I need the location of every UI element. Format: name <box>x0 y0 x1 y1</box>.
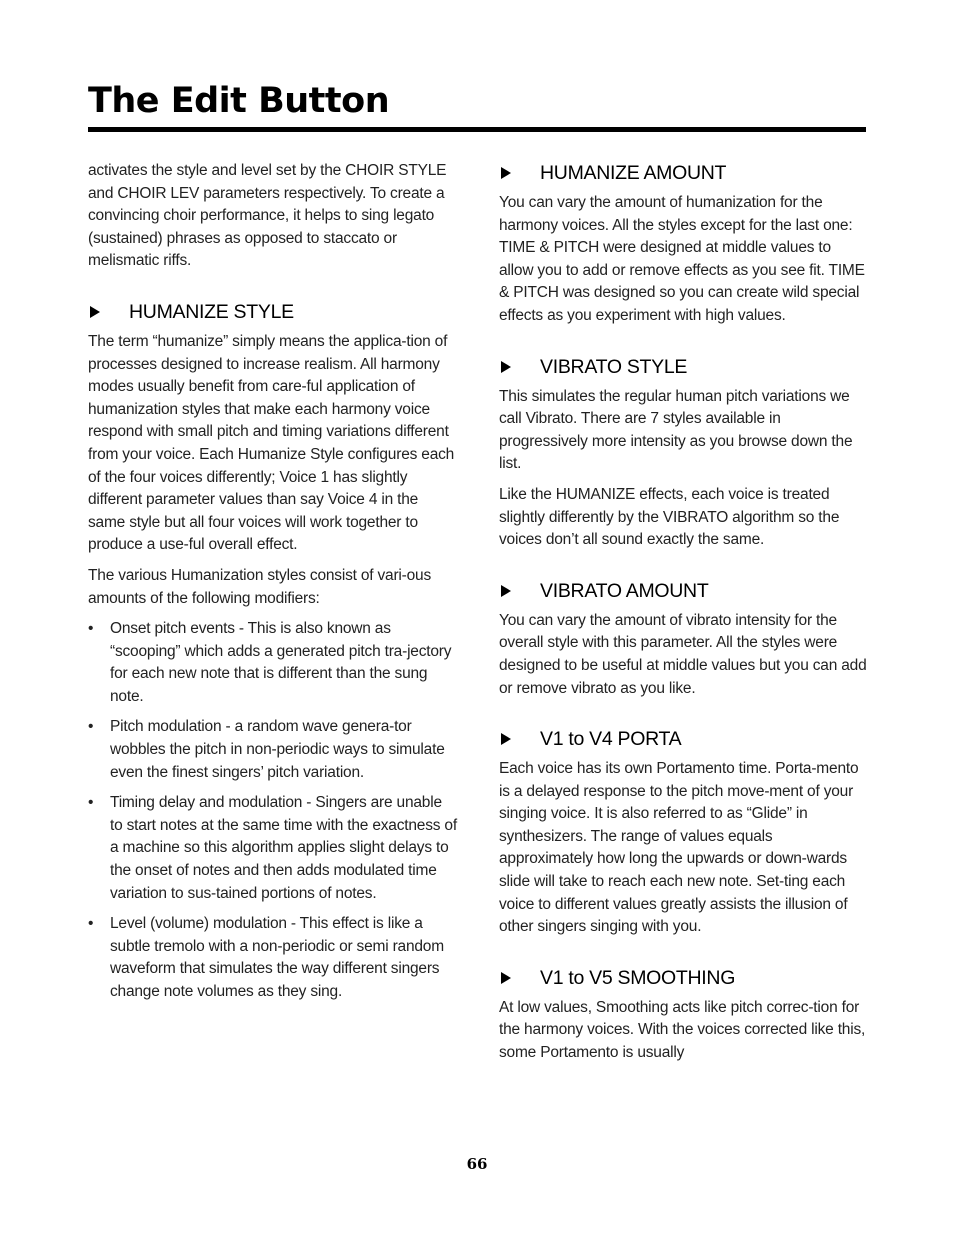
humanize-amount-heading <box>499 160 869 186</box>
list-item <box>88 792 458 905</box>
bullet-icon: • <box>88 718 94 736</box>
triangle-arrow-icon <box>501 585 511 597</box>
vibrato-amount-heading <box>499 578 869 604</box>
section-heading-label: V1 to V5 SMOOTHING <box>540 966 736 989</box>
triangle-arrow-icon <box>90 306 100 318</box>
vibrato-style-paragraph: Like the HUMANIZE effects, each voice is treated slightly differently by the VIBRATO algorithm so the voices don’t all sound exactly the same. <box>499 485 840 549</box>
section-heading-label: HUMANIZE STYLE <box>129 300 294 323</box>
bullet-icon: • <box>88 915 94 933</box>
humanize-style-paragraph: The term “humanize” simply means the applica-tion of processes designed to increase realism. All harmony modes usually benefit from care-ful application of humanization styles that make each harmony voice respond with small pitch and timing variations different from your voice. Each Humanize Style configures each of the four voices differently; Voice 1 has slightly different parameter values than say Voice 4 in the same style but all four voices will work together to produce a use-ful overall effect. <box>88 332 455 554</box>
intro-paragraph: activates the style and level set by the CHOIR STYLE and CHOIR LEV parameters respectively. To create a convincing choir performance, it helps to sing legato (sustained) phrases as opposed to staccato or melismatic riffs. <box>88 162 447 270</box>
section-heading-label: VIBRATO AMOUNT <box>540 579 709 602</box>
page-number: 66 <box>466 1155 488 1173</box>
vibrato-amount-paragraph: You can vary the amount of vibrato intensity for the overall style with this parameter. All the styles were designed to be useful at middle values but you can add or remove vibrato as you like. <box>499 611 867 697</box>
left-column <box>88 160 458 1012</box>
list-item <box>88 913 458 1003</box>
humanize-amount-paragraph: You can vary the amount of humanization for the harmony voices. All the styles except for the last one: TIME & PITCH were designed at middle values to allow you to add or remove effects as you see fit. TIME & PITCH was designed so you can create wild special effects as you experiment with high values. <box>499 194 865 324</box>
v1-v5-smoothing-heading <box>499 965 869 991</box>
section-heading-label: V1 to V4 PORTA <box>540 728 682 751</box>
list-item-text: Onset pitch events - This is also known as “scooping” which adds a generated pitch tra-jectory for each new note that is different than the sung note. <box>110 620 452 705</box>
section-heading-label: VIBRATO STYLE <box>540 355 688 378</box>
list-item <box>88 716 458 784</box>
humanize-style-heading <box>88 299 458 325</box>
triangle-arrow-icon <box>501 733 511 745</box>
page-title: The Edit Button <box>88 81 390 121</box>
list-item-text: Timing delay and modulation - Singers are unable to start notes at the same time with the exactness of a machine so this algorithm applies slight delays to the onset of notes and then adds modulated time variation to sus-tained portions of notes. <box>110 794 457 902</box>
v1-v5-smoothing-paragraph: At low values, Smoothing acts like pitch correc-tion for the harmony voices. With the voices corrected like this, some Portamento is usually <box>499 998 866 1062</box>
list-item-text: Pitch modulation - a random wave genera-tor wobbles the pitch in non-periodic ways to simulate even the finest singers’ pitch variation. <box>110 718 445 781</box>
bullet-icon: • <box>88 620 94 638</box>
triangle-arrow-icon <box>501 361 511 373</box>
right-column <box>499 160 869 1073</box>
modifier-list <box>88 618 458 1004</box>
vibrato-style-paragraph: This simulates the regular human pitch variations we call Vibrato. There are 7 styles available in progressively more intensity as you browse down the list. <box>499 387 853 473</box>
vibrato-style-heading <box>499 354 869 380</box>
bullet-icon: • <box>88 794 94 812</box>
humanize-style-paragraph: The various Humanization styles consist of vari-ous amounts of the following modifiers: <box>88 566 432 607</box>
v1-v4-porta-heading <box>499 726 869 752</box>
section-heading-label: HUMANIZE AMOUNT <box>540 162 727 184</box>
list-item <box>88 618 458 708</box>
list-item-text: Level (volume) modulation - This effect is like a subtle tremolo with a non-periodic or semi random waveform that simulates the way different singers change note volumes as they sing. <box>110 915 444 1000</box>
title-divider <box>88 127 866 132</box>
triangle-arrow-icon <box>501 972 511 984</box>
triangle-arrow-icon <box>501 167 511 179</box>
v1-v4-porta-paragraph: Each voice has its own Portamento time. Porta-mento is a delayed response to the pitch move-ment of your singing voice. It is also referred to as “Glide” in synthesizers. The range of values equals approximately how long the upwards or down-wards slide will take to reach each new note. Set-ting each voice to different values greatly assists the illusion of other singers singing with you. <box>499 760 859 936</box>
